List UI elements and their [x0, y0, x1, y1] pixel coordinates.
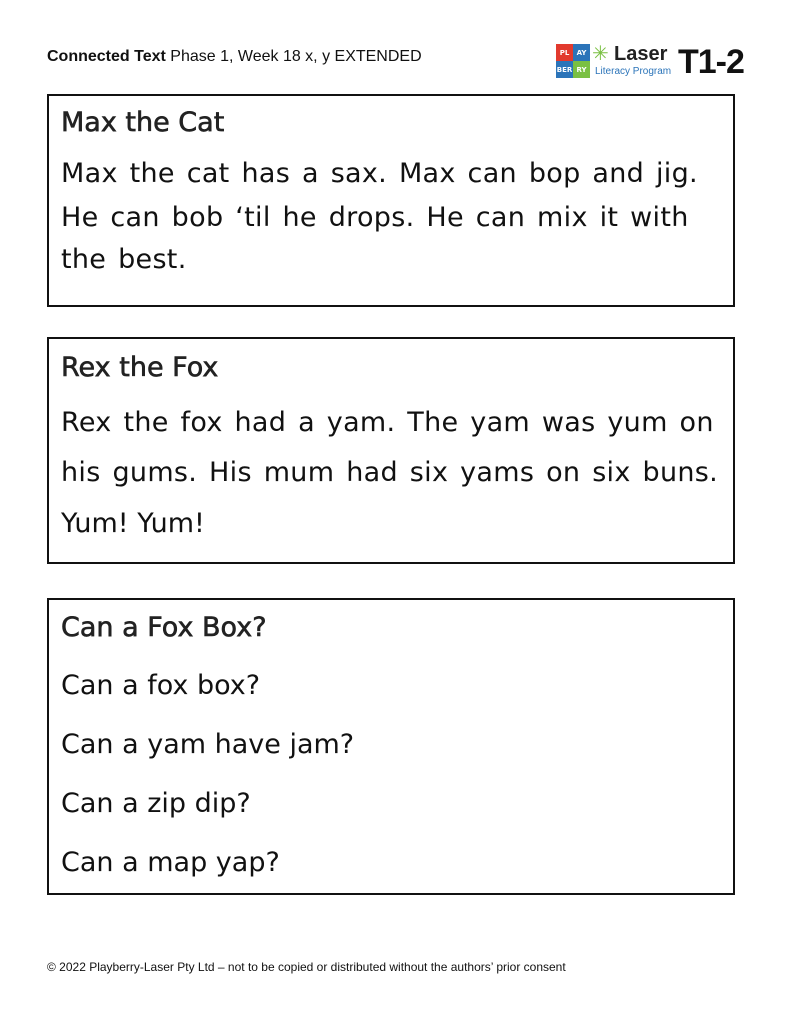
page-header: [47, 48, 422, 66]
story-title: Rex the Fox: [61, 352, 219, 383]
worksheet-subtitle: Phase 1, Week 18 x, y EXTENDED: [170, 48, 422, 65]
story-card-can-a-fox-box: [47, 598, 735, 895]
story-line: Can a zip dip?: [61, 788, 251, 819]
story-paragraph: Yum! Yum!: [61, 508, 205, 539]
playberry-squares-icon: [556, 44, 590, 78]
worksheet-type: Connected Text: [47, 48, 166, 65]
story-card-rex-the-fox: [47, 337, 735, 564]
story-paragraph: He can bob ‘til he drops. He can mix it with the best.: [61, 202, 689, 275]
burst-icon: ✳: [592, 43, 609, 65]
logo-tagline: Literacy Program: [595, 66, 672, 77]
logo-square: PL: [556, 44, 573, 61]
story-title: Max the Cat: [61, 107, 225, 138]
logo-square: BER: [556, 61, 573, 78]
story-paragraph: Rex the fox had a yam. The yam was yum on his gums. His mum had six yams on six buns.: [61, 407, 719, 488]
laser-logo: [556, 42, 746, 82]
story-line: Can a yam have jam?: [61, 729, 355, 760]
story-card-max-the-cat: [47, 94, 735, 307]
logo-square: AY: [573, 44, 590, 61]
logo-square: RY: [573, 61, 590, 78]
logo-brand: Laser: [614, 43, 668, 65]
story-paragraph: Max the cat has a sax. Max can bop and jig.: [61, 158, 698, 189]
level-badge: T1-2: [678, 43, 744, 81]
story-title: Can a Fox Box?: [61, 612, 267, 643]
copyright-footer: © 2022 Playberry-Laser Pty Ltd – not to be copied or distributed without the authors’ prior consent: [47, 960, 566, 974]
story-line: Can a map yap?: [61, 847, 280, 878]
story-line: Can a fox box?: [61, 670, 261, 701]
